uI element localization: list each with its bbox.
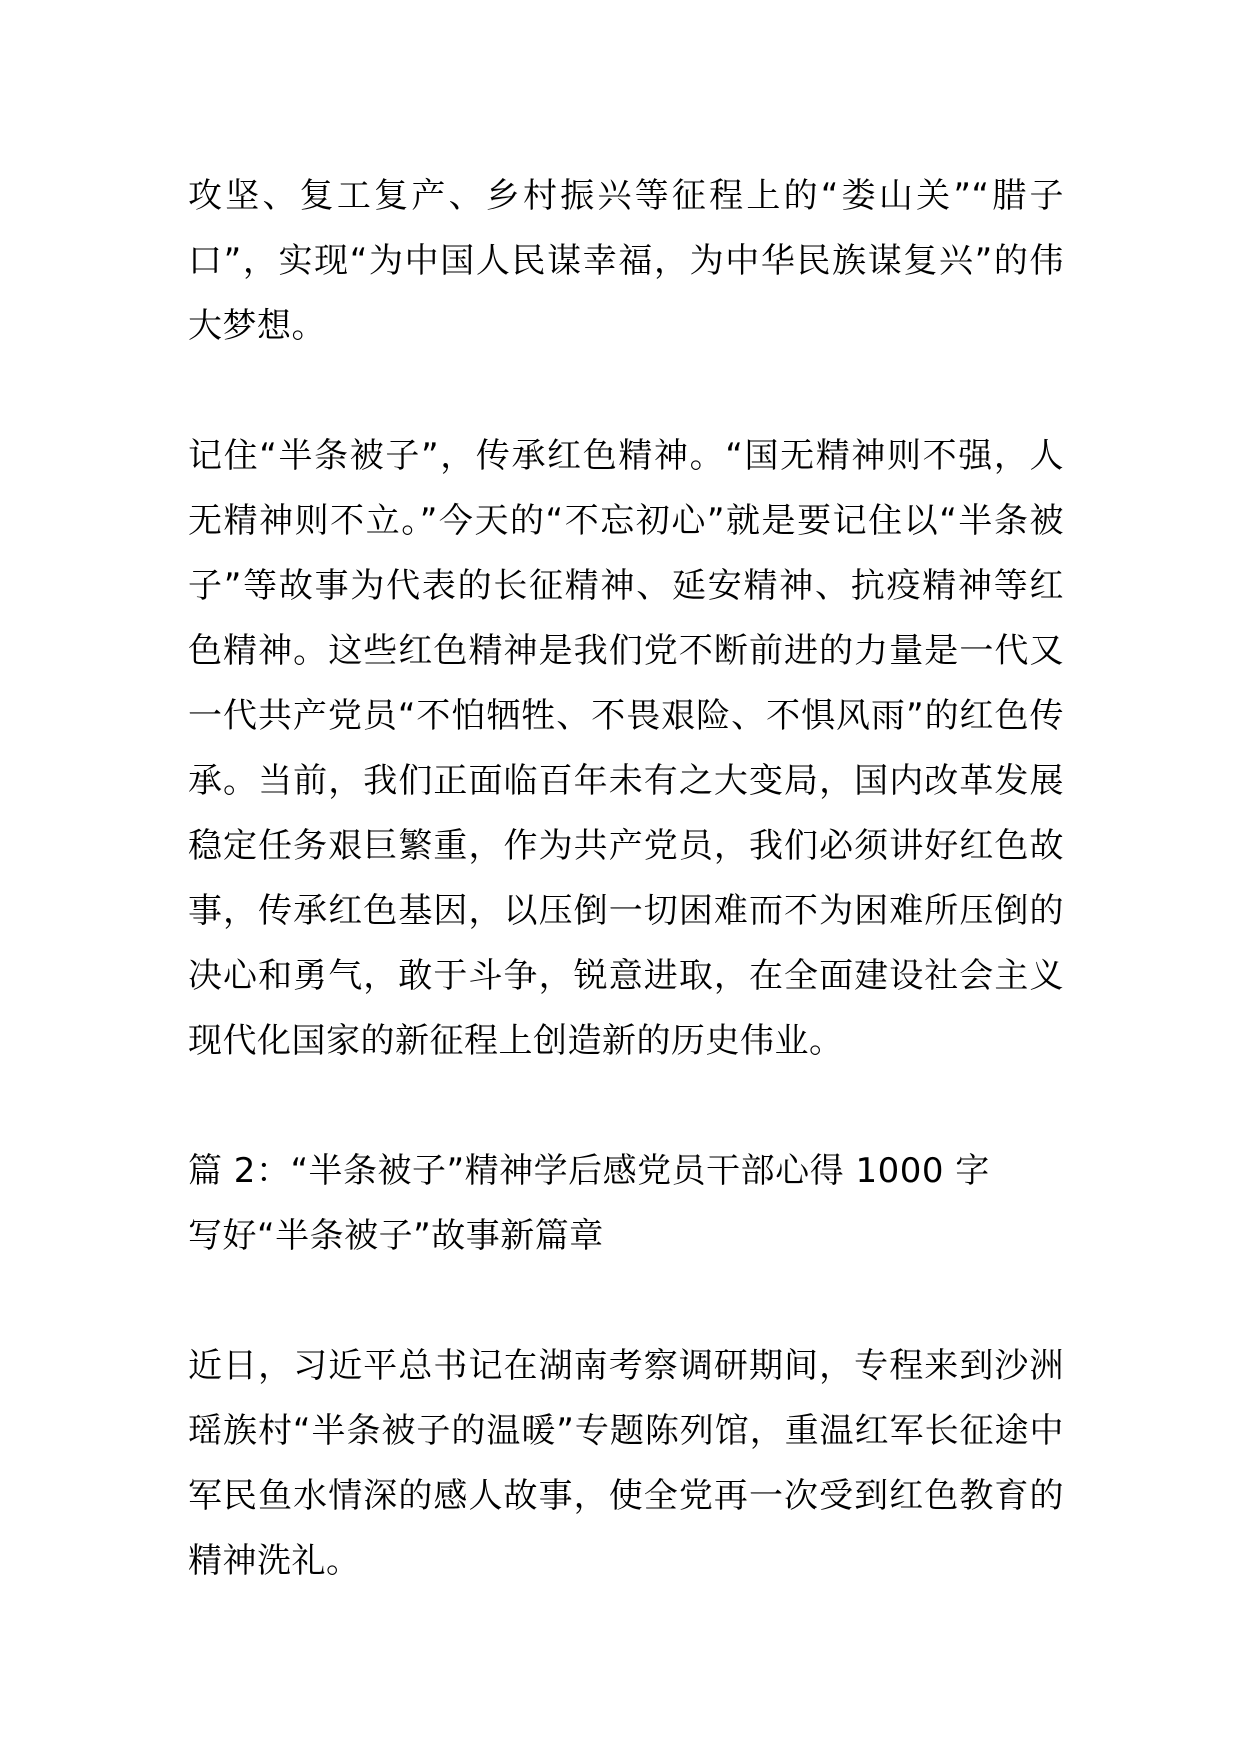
paragraph-continuation: 攻坚、复工复产、乡村振兴等征程上的“娄山关”“腊子口”，实现“为中国人民谋幸福，为中华民族谋复兴”的伟大梦想。 xyxy=(188,176,1064,346)
document-body xyxy=(188,164,1064,1594)
section-subtitle: 写好“半条被子”故事新篇章 xyxy=(188,1216,604,1256)
section-heading-block xyxy=(188,1139,1064,1269)
section-heading: 篇 2：“半条被子”精神学后感党员干部心得 1000 字 xyxy=(188,1151,990,1191)
paragraph-red-spirit: 记住“半条被子”，传承红色精神。“国无精神则不强，人无精神则不立。”今天的“不忘初心”就是要记住以“半条被子”等故事为代表的长征精神、延安精神、抗疫精神等红色精神。这些红色精神是我们党不断前进的力量是一代又一代共产党员“不怕牺牲、不畏艰险、不惧风雨”的红色传承。当前，我们正面临百年未有之大变局，国内改革发展稳定任务艰巨繁重，作为共产党员，我们必须讲好红色故事，传承红色基因，以压倒一切困难而不为困难所压倒的决心和勇气，敢于斗争，锐意进取，在全面建设社会主义现代化国家的新征程上创造新的历史伟业。 xyxy=(188,436,1064,1061)
paragraph-section-intro: 近日，习近平总书记在湖南考察调研期间，专程来到沙洲瑶族村“半条被子的温暖”专题陈列馆，重温红军长征途中军民鱼水情深的感人故事，使全党再一次受到红色教育的精神洗礼。 xyxy=(188,1346,1064,1581)
